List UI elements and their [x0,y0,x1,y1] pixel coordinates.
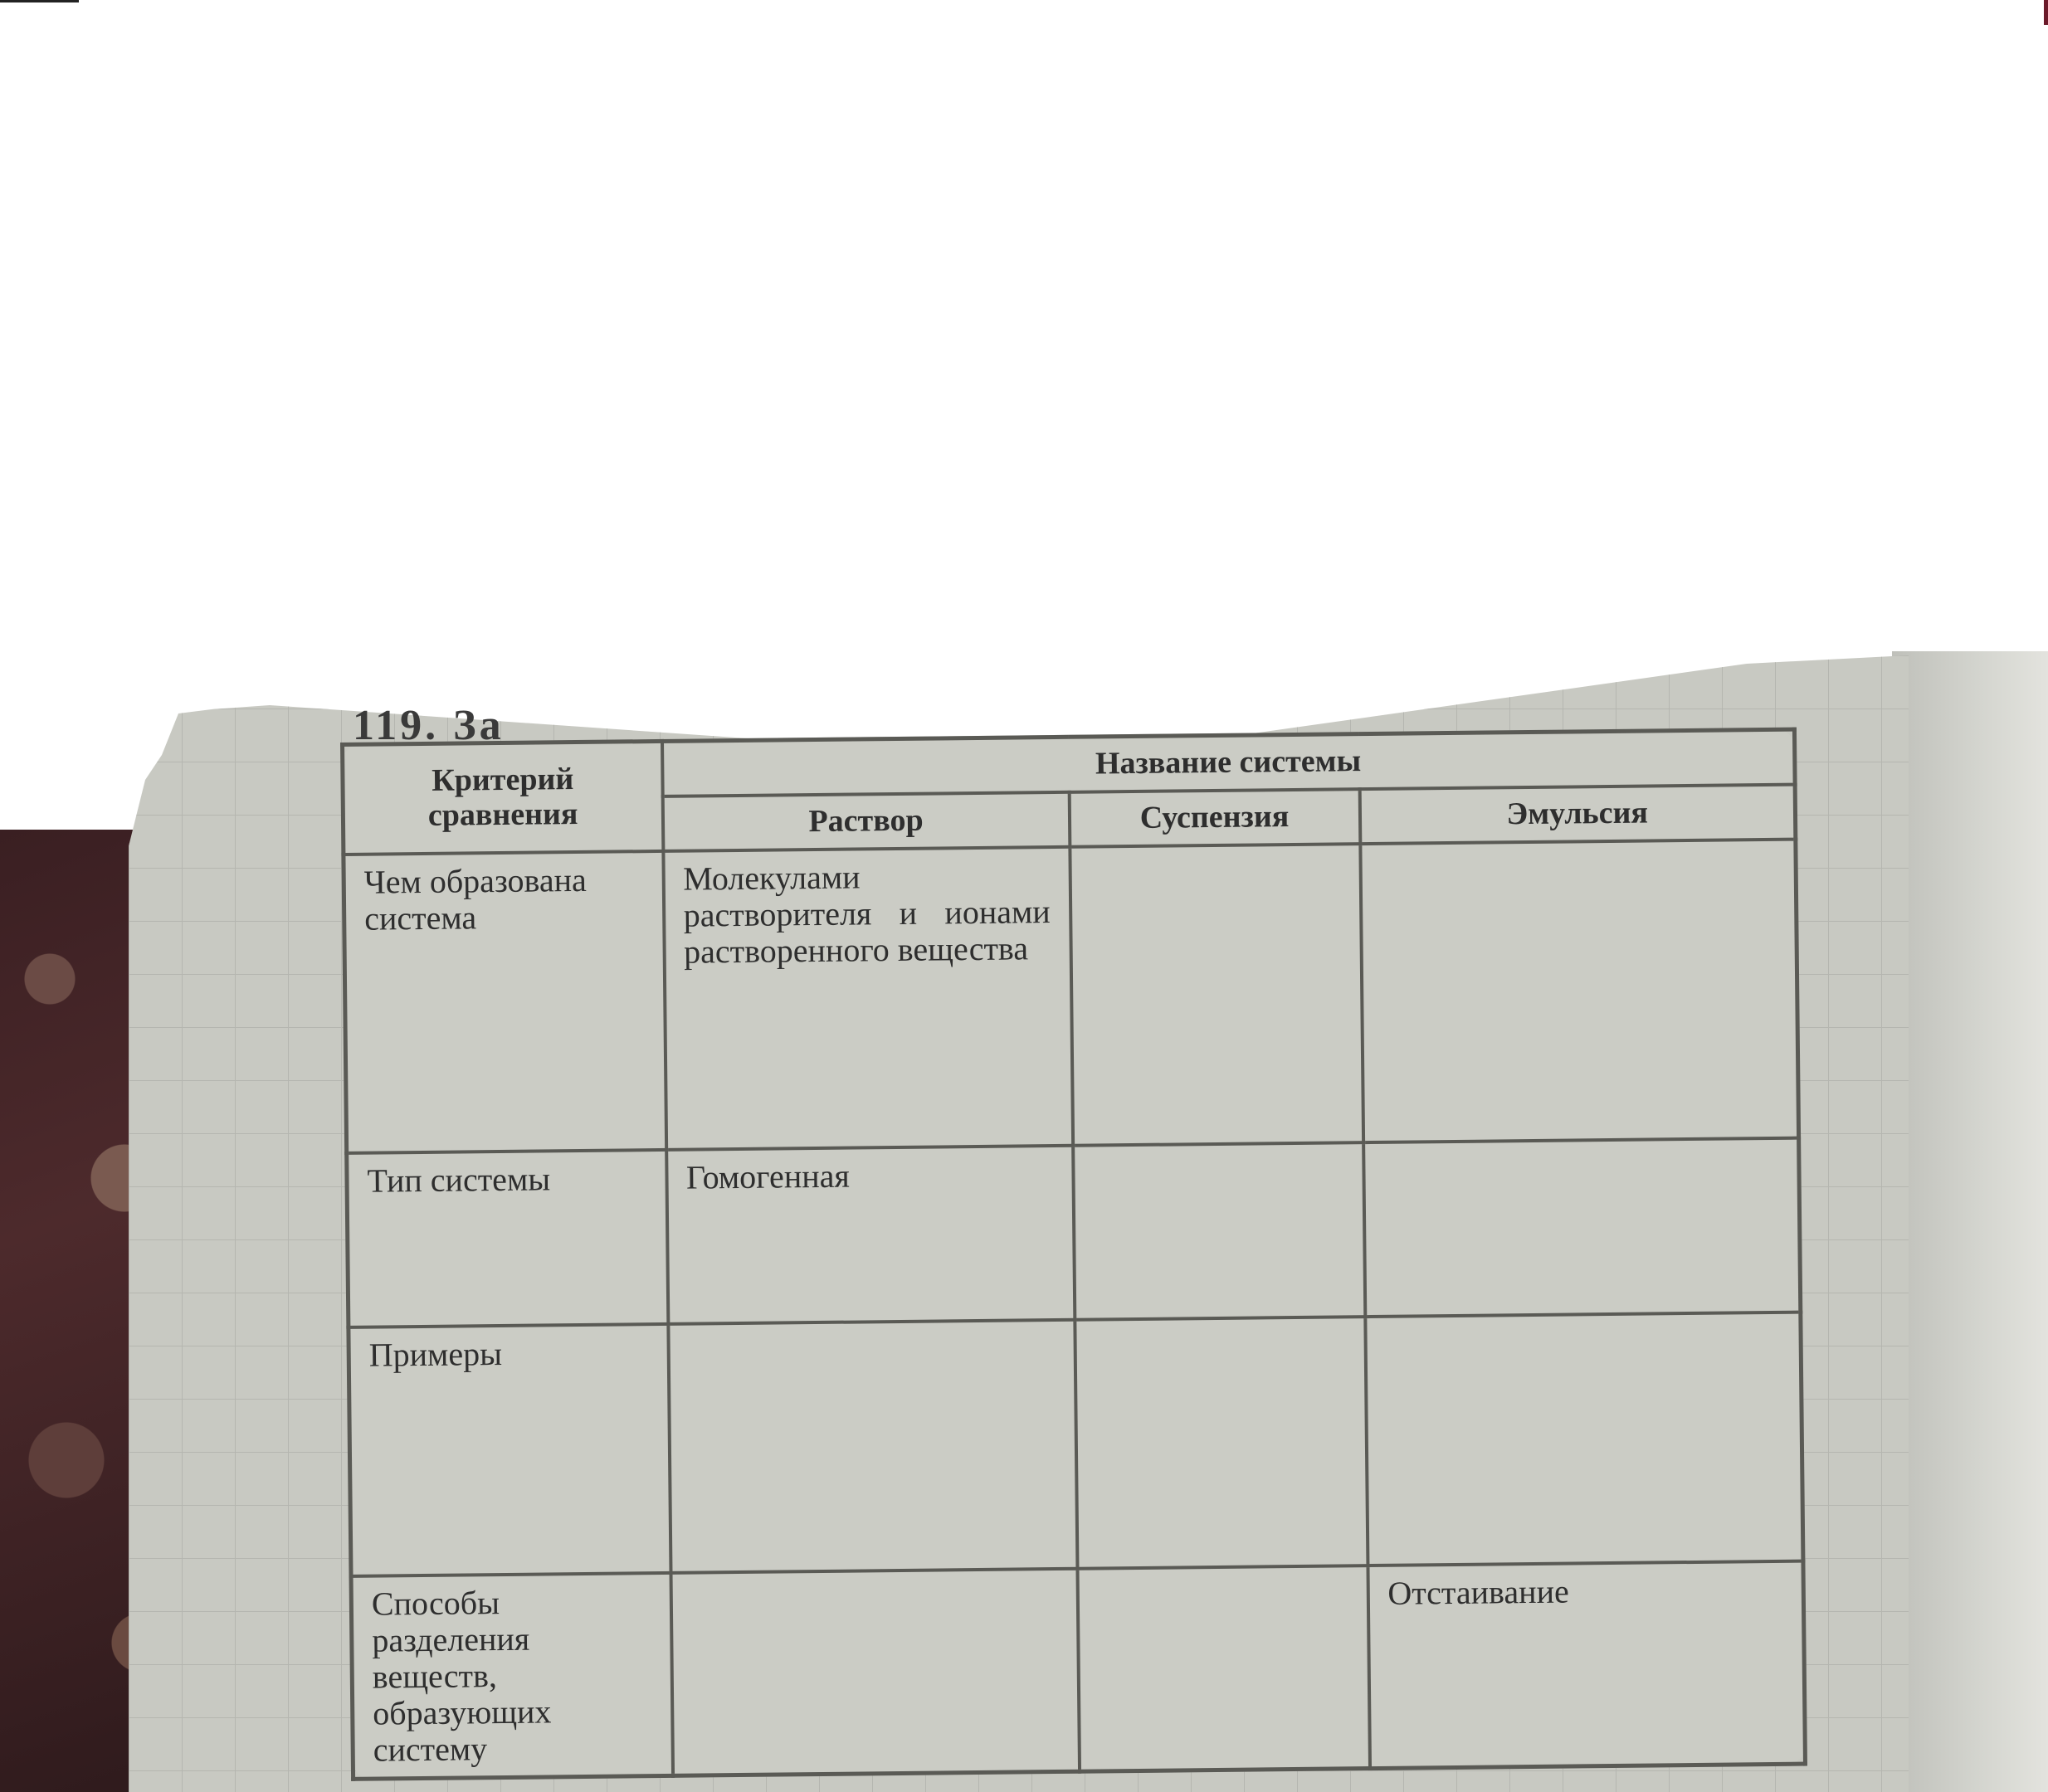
row-criterion: Тип системы [347,1150,668,1327]
table-row [344,839,1799,1152]
row-criterion: Примеры [349,1323,670,1575]
facing-page [1892,651,2048,1792]
cell-suspension[interactable] [1073,1142,1365,1320]
cell-emulsion[interactable]: Отстаивание [1368,1561,1806,1768]
cell-solution[interactable]: Молекулами растворителя и ионами растворенного вещества [663,846,1073,1149]
task-number: 119. За [353,702,505,749]
header-emulsion: Эмульсия [1359,784,1796,843]
cell-solution[interactable]: Гомогенная [666,1145,1075,1323]
cell-suspension[interactable] [1075,1317,1368,1569]
cell-emulsion[interactable] [1365,1312,1803,1565]
cell-emulsion[interactable] [1360,839,1799,1142]
header-suspension: Суспензия [1069,789,1360,846]
cell-suspension[interactable] [1077,1566,1370,1771]
row-criterion: Способы разделения веществ, образующих систему [351,1572,673,1779]
table-row [351,1561,1805,1779]
cell-solution[interactable] [668,1319,1077,1572]
row-criterion: Чем образована система [344,851,666,1153]
edge-mark-right [2044,0,2048,25]
cell-emulsion[interactable] [1363,1137,1801,1316]
comparison-table [340,728,1807,1781]
header-criterion: Критерий сравнения [343,741,663,854]
edge-mark [0,0,79,2]
table-row [349,1312,1803,1575]
cell-solution[interactable] [670,1568,1080,1775]
cell-suspension[interactable] [1070,844,1363,1146]
table-row [347,1137,1801,1327]
comparison-table-wrapper [340,728,1807,1769]
header-solution: Раствор [662,792,1070,851]
header-system-name: Название системы [662,729,1796,796]
